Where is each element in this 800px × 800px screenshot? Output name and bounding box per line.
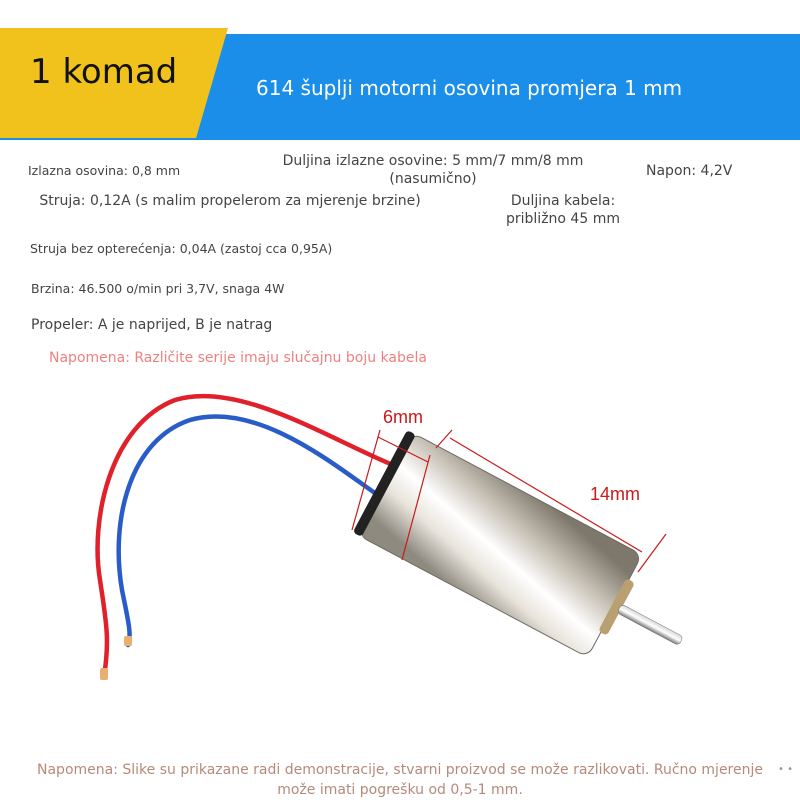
quantity-badge-label: 1 komad (30, 52, 178, 92)
spec-speed: Brzina: 46.500 o/min pri 3,7V, snaga 4W (31, 281, 285, 296)
spec-no-load-current: Struja bez opterećenja: 0,04A (zastoj cca 0,95A) (30, 241, 333, 256)
spec-voltage: Napon: 4,2V (646, 163, 733, 179)
wire-blue (119, 416, 385, 645)
corner-mark: • • (778, 764, 793, 775)
spec-cable-length: Duljina kabela: približno 45 mm (506, 193, 620, 227)
wire-tip-blue (124, 636, 132, 646)
diameter-label: 6mm (383, 407, 423, 427)
spec-propeller: Propeler: A je naprijed, B je natrag (31, 317, 273, 333)
spec-output-shaft: Izlazna osovina: 0,8 mm (28, 163, 181, 178)
motor-illustration (0, 380, 800, 740)
cable-color-note: Napomena: Različite serije imaju slučajnu boju kabela (49, 350, 427, 366)
spec-current: Struja: 0,12A (s malim propelerom za mjerenje brzine) (39, 193, 421, 209)
motor-body (353, 430, 709, 693)
spec-output-shaft-length: Duljina izlazne osovine: 5 mm/7 mm/8 mm (nasumično) (282, 153, 584, 187)
product-title: 614 šuplji motorni osovina promjera 1 mm (256, 76, 683, 100)
wire-tip-red (100, 668, 108, 680)
disclaimer-note: Napomena: Slike su prikazane radi demonstracije, stvarni proizvod se može razlikovati. Ručno mjerenje može imati pogrešku od 0,5-1 mm. (37, 762, 763, 798)
length-label: 14mm (590, 484, 641, 504)
wire-red (98, 396, 400, 676)
